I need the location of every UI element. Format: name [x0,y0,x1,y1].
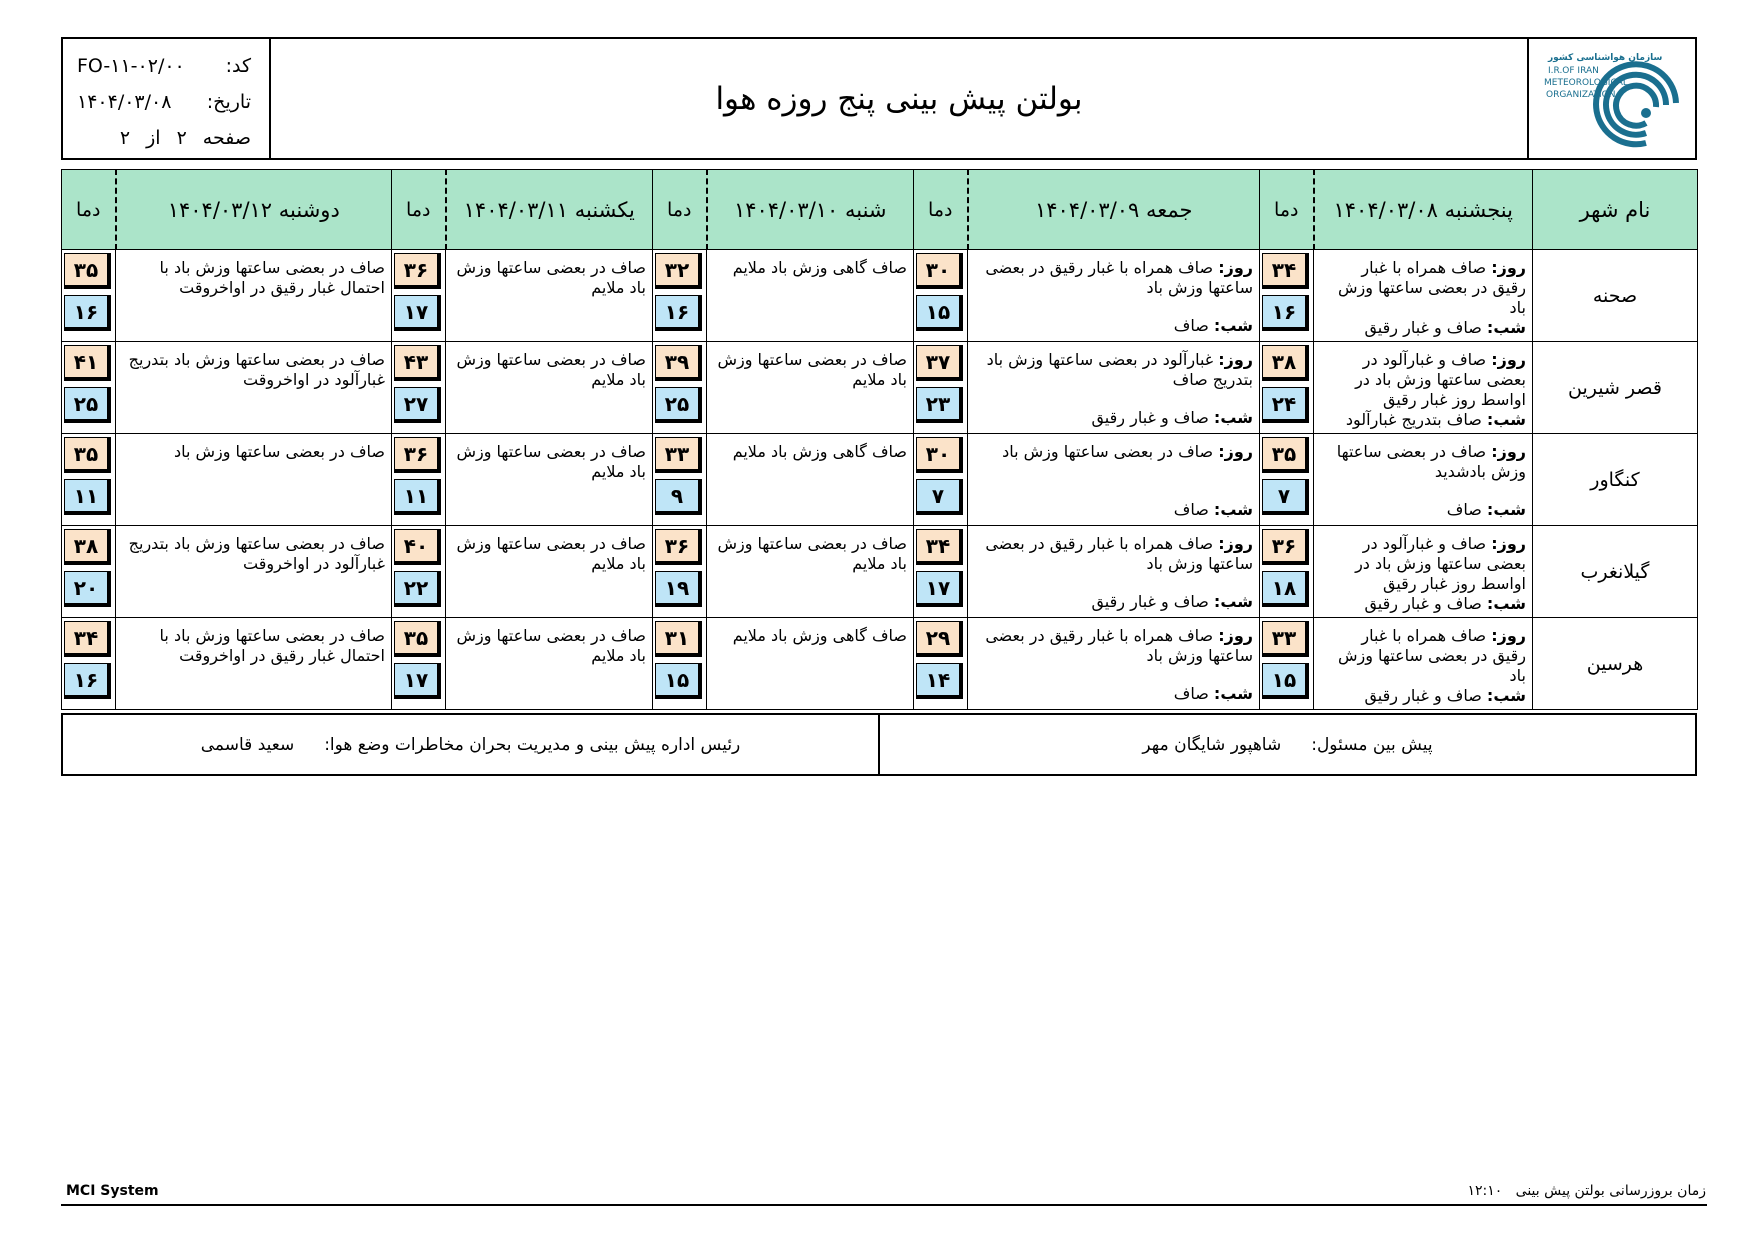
day-1-daytime-text: صاف و غبارآلود در بعضی ساعتها وزش باد در اواسط روز غبار رقیق [1355,350,1526,409]
update-time-value: ۱۲:۱۰ [1467,1183,1503,1199]
day-5-forecast-text: صاف در بعضی ساعتها وزش باد بتدریج غبارآلود در اواخروقت [128,350,385,389]
max-temp: ۳۲ [655,253,702,289]
date-row [77,84,251,120]
day-4-temps [392,250,446,342]
day-2-header: جمعه ۱۴۰۴/۰۳/۰۹ [968,170,1260,250]
day-2-forecast [968,250,1260,342]
max-temp: ۳۳ [655,437,702,473]
max-temp: ۳۰ [916,437,963,473]
max-temp: ۳۴ [916,529,963,565]
date-label: تاریخ: [206,91,251,113]
day-2-night [978,684,1253,704]
day-2-forecast [968,342,1260,434]
page-title: بولتن پیش بینی پنج روزه هوا [715,80,1083,117]
day-4-header: یکشنبه ۱۴۰۴/۰۳/۱۱ [446,170,653,250]
max-temp: ۳۶ [655,529,702,565]
day-2-daytime [978,442,1253,462]
max-temp: ۳۶ [1262,529,1309,565]
min-temp: ۱۷ [394,295,441,331]
max-temp: ۳۱ [655,621,702,657]
daytime-label: روز: [1491,626,1526,645]
day-1-forecast [1314,250,1533,342]
day-2-night-text: صاف [1173,684,1209,703]
day-2-night [978,408,1253,428]
table-row [62,618,1698,710]
footer-divider [61,1204,1707,1206]
day-3-forecast [707,526,914,618]
day-1-header: پنجشنبه ۱۴۰۴/۰۳/۰۸ [1314,170,1533,250]
min-temp: ۱۴ [916,663,963,699]
day-5-forecast-text: صاف در بعضی ساعتها وزش باد با احتمال غبار رقیق در اواخروقت [159,258,385,297]
day-4-forecast [446,526,653,618]
forecaster-signature [878,715,1695,774]
night-label: شب: [1213,408,1253,427]
day-3-forecast-text: صاف گاهی وزش باد ملایم [732,258,907,277]
forecast-table [61,169,1698,710]
city-name: قصر شیرین [1533,342,1698,434]
night-label: شب: [1486,686,1526,705]
day-2-temps [914,434,968,526]
min-temp: ۱۱ [64,479,111,515]
table-row [62,434,1698,526]
temp-column-header: دما [653,170,707,250]
meteorological-organization-logo [1544,47,1684,155]
day-3-forecast [707,250,914,342]
day-2-temps [914,526,968,618]
max-temp: ۲۹ [916,621,963,657]
min-temp: ۲۴ [1262,387,1309,423]
day-1-night-text: صاف و غبار رقیق [1364,318,1482,337]
day-1-night [1324,686,1526,706]
day-2-night [978,316,1253,336]
max-temp: ۴۰ [394,529,441,565]
forecaster-name: شاهپور شایگان مهر [1142,734,1282,755]
max-temp: ۳۴ [64,621,111,657]
day-2-forecast [968,526,1260,618]
day-2-daytime [978,258,1253,298]
day-5-forecast [116,618,392,710]
day-3-forecast [707,434,914,526]
logo-text-en-3: ORGANIZATION [1546,90,1616,100]
organization-logo [1527,39,1695,158]
bulletin-header [61,37,1697,160]
day-1-temps [1260,434,1314,526]
day-1-night [1324,594,1526,614]
min-temp: ۱۷ [394,663,441,699]
day-5-header: دوشنبه ۱۴۰۴/۰۳/۱۲ [116,170,392,250]
update-time [1468,1183,1707,1199]
day-1-daytime [1324,350,1526,410]
day-5-temps [62,250,116,342]
day-2-daytime-text: غبارآلود در بعضی ساعتها وزش باد بتدریج صاف [986,350,1253,389]
day-3-forecast [707,618,914,710]
min-temp: ۹ [655,479,702,515]
night-label: شب: [1486,500,1526,519]
day-1-temps [1260,342,1314,434]
night-label: شب: [1213,592,1253,611]
page-of-label: از [146,127,161,149]
head-label: رئیس اداره پیش بینی و مدیریت بحران مخاطرات وضع هوا: [324,734,741,755]
daytime-label: روز: [1218,350,1253,369]
forecast-body [62,250,1698,710]
day-4-forecast-text: صاف در بعضی ساعتها وزش باد ملایم [456,626,646,665]
daytime-label: روز: [1491,350,1526,369]
min-temp: ۷ [916,479,963,515]
day-1-daytime [1324,534,1526,594]
day-5-temps [62,618,116,710]
min-temp: ۲۷ [394,387,441,423]
day-1-temps [1260,618,1314,710]
min-temp: ۷ [1262,479,1309,515]
forecaster-label: پیش بین مسئول: [1311,734,1433,755]
table-row [62,342,1698,434]
day-1-night [1324,500,1526,520]
day-3-temps [653,342,707,434]
day-3-forecast-text: صاف گاهی وزش باد ملایم [732,442,907,461]
day-2-temps [914,250,968,342]
day-3-temps [653,250,707,342]
day-2-daytime [978,626,1253,666]
day-1-daytime [1324,626,1526,686]
table-row [62,250,1698,342]
day-1-forecast [1314,618,1533,710]
max-temp: ۳۳ [1262,621,1309,657]
day-2-night-text: صاف و غبار رقیق [1091,592,1209,611]
day-3-temps [653,434,707,526]
min-temp: ۱۶ [655,295,702,331]
night-label: شب: [1486,410,1526,429]
day-1-temps [1260,526,1314,618]
document-meta [63,39,271,158]
day-4-forecast-text: صاف در بعضی ساعتها وزش باد ملایم [456,258,646,297]
date-value: ۱۴۰۴/۰۳/۰۸ [77,91,172,113]
city-column-header: نام شهر [1533,170,1698,250]
min-temp: ۱۹ [655,571,702,607]
min-temp: ۱۵ [1262,663,1309,699]
day-4-forecast [446,342,653,434]
day-5-temps [62,526,116,618]
max-temp: ۳۹ [655,345,702,381]
max-temp: ۳۶ [394,437,441,473]
min-temp: ۱۱ [394,479,441,515]
code-value: FO-۱۱-۰۲/۰۰ [77,55,185,77]
temp-column-header: دما [1260,170,1314,250]
temp-column-header: دما [62,170,116,250]
page-current: ۲ [176,127,187,149]
code-row [77,48,251,84]
night-label: شب: [1486,594,1526,613]
update-time-label: زمان بروزرسانی بولتن پیش بینی [1515,1183,1706,1199]
table-header-row [62,170,1698,250]
max-temp: ۴۱ [64,345,111,381]
day-1-night-text: صاف [1446,500,1482,519]
day-1-daytime [1324,258,1526,318]
max-temp: ۳۸ [1262,345,1309,381]
day-3-forecast-text: صاف گاهی وزش باد ملایم [732,626,907,645]
day-2-night-text: صاف [1173,500,1209,519]
day-1-night-text: صاف بتدریج غبارآلود [1345,410,1482,429]
day-1-daytime-text: صاف در بعضی ساعتها وزش بادشدید [1336,442,1526,481]
day-5-forecast [116,250,392,342]
day-2-temps [914,618,968,710]
day-5-forecast [116,526,392,618]
night-label: شب: [1486,318,1526,337]
day-5-temps [62,434,116,526]
day-1-forecast [1314,526,1533,618]
day-2-night-text: صاف و غبار رقیق [1091,408,1209,427]
max-temp: ۳۸ [64,529,111,565]
night-label: شب: [1213,500,1253,519]
min-temp: ۱۵ [655,663,702,699]
table-row [62,526,1698,618]
day-4-forecast [446,250,653,342]
day-1-forecast [1314,434,1533,526]
night-label: شب: [1213,316,1253,335]
min-temp: ۲۵ [64,387,111,423]
day-1-night [1324,410,1526,430]
max-temp: ۳۷ [916,345,963,381]
city-name: صحنه [1533,250,1698,342]
day-5-temps [62,342,116,434]
day-1-night-text: صاف و غبار رقیق [1364,594,1482,613]
day-1-night [1324,318,1526,338]
day-2-daytime-text: صاف همراه با غبار رقیق در بعضی ساعتها وزش باد [985,626,1253,665]
day-1-daytime [1324,442,1526,482]
day-2-daytime-text: صاف در بعضی ساعتها وزش باد [1002,442,1214,461]
daytime-label: روز: [1491,442,1526,461]
page-number-row [77,120,251,156]
max-temp: ۳۵ [64,253,111,289]
max-temp: ۳۴ [1262,253,1309,289]
system-label: MCI System [66,1183,159,1199]
night-label: شب: [1213,684,1253,703]
min-temp: ۲۳ [916,387,963,423]
day-3-header: شنبه ۱۴۰۴/۰۳/۱۰ [707,170,914,250]
max-temp: ۳۵ [1262,437,1309,473]
min-temp: ۲۵ [655,387,702,423]
min-temp: ۲۲ [394,571,441,607]
logo-text-en-2: METEOROLOGICAL [1544,78,1628,88]
day-1-temps [1260,250,1314,342]
day-3-temps [653,618,707,710]
day-3-forecast [707,342,914,434]
max-temp: ۳۰ [916,253,963,289]
day-1-daytime-text: صاف و غبارآلود در بعضی ساعتها وزش باد در اواسط روز غبار رقیق [1355,534,1526,593]
day-4-temps [392,434,446,526]
day-3-temps [653,526,707,618]
min-temp: ۲۰ [64,571,111,607]
day-5-forecast-text: صاف در بعضی ساعتها وزش باد بتدریج غبارآلود در اواخروقت [128,534,385,573]
logo-text-fa: سازمان هواشناسی کشور [1548,53,1663,63]
city-name: کنگاور [1533,434,1698,526]
daytime-label: روز: [1218,626,1253,645]
min-temp: ۱۸ [1262,571,1309,607]
day-3-forecast-text: صاف در بعضی ساعتها وزش باد ملایم [717,350,907,389]
day-4-temps [392,526,446,618]
day-2-forecast [968,434,1260,526]
day-4-forecast-text: صاف در بعضی ساعتها وزش باد ملایم [456,534,646,573]
day-5-forecast [116,342,392,434]
temp-column-header: دما [392,170,446,250]
day-4-temps [392,618,446,710]
daytime-label: روز: [1491,534,1526,553]
day-1-night-text: صاف و غبار رقیق [1364,686,1482,705]
day-1-forecast [1314,342,1533,434]
day-2-temps [914,342,968,434]
page-total: ۲ [119,127,131,149]
day-2-night [978,500,1253,520]
city-name: گیلانغرب [1533,526,1698,618]
day-2-daytime [978,350,1253,390]
day-1-daytime-text: صاف همراه با غبار رقیق در بعضی ساعتها وزش باد [1337,258,1526,317]
day-2-night-text: صاف [1173,316,1209,335]
min-temp: ۱۵ [916,295,963,331]
day-2-night [978,592,1253,612]
day-2-forecast [968,618,1260,710]
max-temp: ۳۵ [394,621,441,657]
day-4-forecast [446,618,653,710]
day-5-forecast [116,434,392,526]
min-temp: ۱۶ [64,663,111,699]
day-4-temps [392,342,446,434]
page-label: صفحه [202,127,251,149]
daytime-label: روز: [1218,258,1253,277]
max-temp: ۳۶ [394,253,441,289]
min-temp: ۱۶ [64,295,111,331]
logo-text-en-1: I.R.OF IRAN [1548,66,1599,76]
city-name: هرسین [1533,618,1698,710]
day-4-forecast-text: صاف در بعضی ساعتها وزش باد ملایم [456,350,646,389]
temp-column-header: دما [914,170,968,250]
max-temp: ۳۵ [64,437,111,473]
day-5-forecast-text: صاف در بعضی ساعتها وزش باد با احتمال غبار رقیق در اواخروقت [159,626,385,665]
day-4-forecast-text: صاف در بعضی ساعتها وزش باد ملایم [456,442,646,481]
max-temp: ۴۳ [394,345,441,381]
day-3-forecast-text: صاف در بعضی ساعتها وزش باد ملایم [717,534,907,573]
head-signature [63,715,878,774]
day-2-daytime-text: صاف همراه با غبار رقیق در بعضی ساعتها وزش باد [985,534,1253,573]
min-temp: ۱۷ [916,571,963,607]
day-5-forecast-text: صاف در بعضی ساعتها وزش باد [173,442,385,461]
day-2-daytime [978,534,1253,574]
daytime-label: روز: [1218,534,1253,553]
signatures-box [61,713,1697,776]
day-4-forecast [446,434,653,526]
daytime-label: روز: [1491,258,1526,277]
daytime-label: روز: [1218,442,1253,461]
code-label: کد: [225,55,251,77]
min-temp: ۱۶ [1262,295,1309,331]
head-name: سعید قاسمی [200,734,295,755]
day-2-daytime-text: صاف همراه با غبار رقیق در بعضی ساعتها وزش باد [985,258,1253,297]
day-1-daytime-text: صاف همراه با غبار رقیق در بعضی ساعتها وزش باد [1337,626,1526,685]
